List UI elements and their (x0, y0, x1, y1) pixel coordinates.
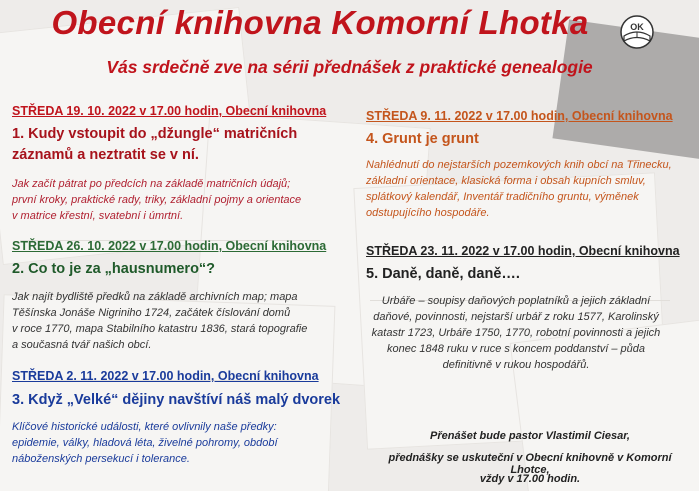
lecture-2-description: Jak najít bydliště předků na základě archivních map; mapa Těšínska Jonáše Nigriniho 1724, začátek číslování domů v roce 1770, mapa Stabilního katastru 1836, stará topografie a současná tvář našich obcí. (12, 291, 308, 351)
lecture-5-description: Urbáře – soupisy daňových poplatníků a jejich základní daňové, povinnosti, nejstarší urbář z roku 1577, Karolinský katastr 1723, Urbáře 1750, 1770, robotní povinnosti a jejich konec 1848 ruku v ruce s koncem poddanství – půda definitivně v rukou hospodářů. (371, 295, 661, 371)
lecture-1-header: STŘEDA 19. 10. 2022 v 17.00 hodin, Obecní knihovna (12, 104, 327, 118)
footer-venue: přednášky se uskuteční v Obecní knihovně v Komorní Lhotce, (388, 452, 672, 476)
lecture-4-header: STŘEDA 9. 11. 2022 v 17.00 hodin, Obecní knihovna (366, 109, 673, 123)
page-title: Obecní knihovna Komorní Lhotka (51, 4, 589, 41)
lecture-1-topic: 1. Kudy vstoupit do „džungle“ matričních záznamů a neztratit se v ní. (12, 126, 298, 163)
lecture-2-header: STŘEDA 26. 10. 2022 v 17.00 hodin, Obecní knihovna (12, 239, 327, 253)
lecture-3-header: STŘEDA 2. 11. 2022 v 17.00 hodin, Obecní knihovna (12, 369, 319, 383)
lecture-3-description: Klíčové historické události, které ovlivnily naše předky: epidemie, války, hladová léta, živelné pohromy, období náboženských persekucí i tolerance. (12, 421, 278, 465)
lecture-3-topic: 3. Když „Velké“ dějiny navštíví náš malý dvorek (12, 392, 341, 408)
footer-lecturer: Přenášet bude pastor Vlastimil Ciesar, (430, 430, 630, 442)
logo-text: OK (630, 22, 644, 32)
lecture-2-topic: 2. Co to je za „hausnumero“? (12, 261, 216, 277)
lecture-1-description: Jak začít pátrat po předcích na základě matričních údajů; první kroky, praktické rady, triky, základní pojmy a orientace v matrice křestní, svatební i úmrtní. (12, 178, 302, 222)
footer-time: vždy v 17.00 hodin. (479, 473, 581, 485)
library-book-logo-icon (616, 14, 658, 50)
lecture-4-topic: 4. Grunt je grunt (366, 131, 479, 147)
lecture-4-description: Nahlédnutí do nejstarších pozemkových knih obcí na Třinecku, základní orientace, klasická forma i obsah kupních smluv, splátkový kalendář, Inventář tradičního gruntu, výměnek odstupujícího hospodáře. (366, 159, 672, 219)
lecture-5-header: STŘEDA 23. 11. 2022 v 17.00 hodin, Obecní knihovna (366, 244, 680, 258)
lecture-5-topic: 5. Daně, daně, daně…. (366, 266, 520, 282)
subtitle: Vás srdečně zve na sérii přednášek z praktické genealogie (106, 57, 593, 77)
